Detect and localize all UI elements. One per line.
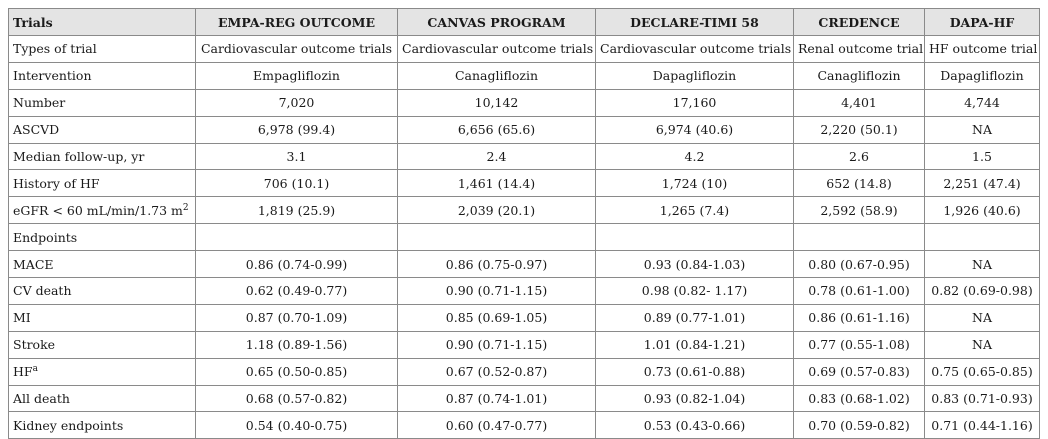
table-cell: 6,974 (40.6) [596,116,794,143]
table-row [9,385,1040,412]
table-cell: Canagliflozin [398,62,596,89]
row-label-text: eGFR < 60 mL/min/1.73 m [13,202,183,218]
table-cell: 0.60 (0.47-0.77) [398,412,596,439]
table-cell: 0.98 (0.82- 1.17) [596,278,794,305]
table-cell: 0.77 (0.55-1.08) [794,331,925,358]
table-cell: Cardiovascular outcome trials [596,36,794,63]
row-label [9,385,196,412]
table-cell: 0.80 (0.67-0.95) [794,251,925,278]
table-row [9,36,1040,63]
table-header [9,9,1040,36]
row-label [9,331,196,358]
table-cell: 0.93 (0.82-1.04) [596,385,794,412]
row-label-text: Endpoints [13,229,78,245]
row-label-text: Types of trial [13,41,97,57]
table-cell: 0.90 (0.71-1.15) [398,331,596,358]
row-label [9,358,196,385]
table-cell: 0.83 (0.68-1.02) [794,385,925,412]
table-cell: 0.85 (0.69-1.05) [398,304,596,331]
table-cell: 1,724 (10) [596,170,794,197]
table-row [9,278,1040,305]
table-cell: 0.82 (0.69-0.98) [925,278,1040,305]
row-label [9,143,196,170]
row-label [9,412,196,439]
row-label-text: Number [13,95,66,111]
table-cell: 1.01 (0.84-1.21) [596,331,794,358]
header-row [9,9,1040,36]
table-cell: 6,656 (65.6) [398,116,596,143]
table-cell: 2,251 (47.4) [925,170,1040,197]
row-label [9,251,196,278]
row-label-text: History of HF [13,175,100,191]
table-cell: 1,461 (14.4) [398,170,596,197]
table-cell: 0.86 (0.61-1.16) [794,304,925,331]
table-cell: 0.71 (0.44-1.16) [925,412,1040,439]
header-trials: Trials [9,9,196,36]
row-label [9,197,196,224]
row-label-text: HF [13,364,33,380]
row-label [9,224,196,251]
table-cell: 0.87 (0.70-1.09) [196,304,398,331]
table-cell: NA [925,116,1040,143]
table-row [9,197,1040,224]
row-label-text: Stroke [13,337,56,353]
table-cell: 1.5 [925,143,1040,170]
table-cell: 7,020 [196,89,398,116]
row-label-text: MI [13,310,31,326]
table-cell [398,224,596,251]
table-body [9,36,1040,439]
table-row [9,251,1040,278]
table-cell: 0.93 (0.84-1.03) [596,251,794,278]
table-cell: 0.86 (0.75-0.97) [398,251,596,278]
row-label-text: Kidney endpoints [13,417,124,433]
header-empa-reg: EMPA-REG OUTCOME [196,9,398,36]
row-label [9,62,196,89]
table-cell: 2.4 [398,143,596,170]
table-cell: 0.87 (0.74-1.01) [398,385,596,412]
table-cell: 0.86 (0.74-0.99) [196,251,398,278]
row-label-text: Median follow-up, yr [13,149,145,164]
table-cell: 2,220 (50.1) [794,116,925,143]
table-cell: 0.67 (0.52-0.87) [398,358,596,385]
table-cell: 2,592 (58.9) [794,197,925,224]
header-declare: DECLARE-TIMI 58 [596,9,794,36]
table-cell: Dapagliflozin [596,62,794,89]
table-row [9,170,1040,197]
table-cell [196,224,398,251]
table-cell: 0.78 (0.61-1.00) [794,278,925,305]
table-cell: 4,401 [794,89,925,116]
table-cell: 1,819 (25.9) [196,197,398,224]
table-cell: 0.65 (0.50-0.85) [196,358,398,385]
table-cell: 1.18 (0.89-1.56) [196,331,398,358]
table-cell: 3.1 [196,143,398,170]
table-cell [794,224,925,251]
row-label-text: All death [13,391,70,407]
table-cell: Cardiovascular outcome trials [196,36,398,63]
table-cell: 0.53 (0.43-0.66) [596,412,794,439]
table-row [9,89,1040,116]
table-cell: 652 (14.8) [794,170,925,197]
table-cell: 0.68 (0.57-0.82) [196,385,398,412]
row-label [9,116,196,143]
row-label [9,36,196,63]
table-cell: 2,039 (20.1) [398,197,596,224]
table-row [9,304,1040,331]
table-cell: 0.90 (0.71-1.15) [398,278,596,305]
header-dapa-hf: DAPA-HF [925,9,1040,36]
table-cell: Cardiovascular outcome trials [398,36,596,63]
table-cell: Dapagliflozin [925,62,1040,89]
table-cell [596,224,794,251]
table-cell: HF outcome trial [925,36,1040,63]
table-row [9,143,1040,170]
row-label-text: ASCVD [13,122,60,138]
table-cell: 6,978 (99.4) [196,116,398,143]
table-cell: 0.75 (0.65-0.85) [925,358,1040,385]
row-label-text: Intervention [13,68,92,84]
table-cell [925,224,1040,251]
table-row [9,412,1040,439]
table-cell: 1,926 (40.6) [925,197,1040,224]
table-cell: 0.69 (0.57-0.83) [794,358,925,385]
trials-table [8,8,1040,439]
table-cell: 10,142 [398,89,596,116]
row-label-text: CV death [13,283,72,299]
table-row [9,331,1040,358]
header-credence: CREDENCE [794,9,925,36]
table-cell: NA [925,251,1040,278]
table-cell: Renal outcome trial [794,36,925,63]
table-row [9,224,1040,251]
table-cell: 0.73 (0.61-0.88) [596,358,794,385]
table-cell: Canagliflozin [794,62,925,89]
table-cell: 4.2 [596,143,794,170]
table-cell: NA [925,331,1040,358]
row-label [9,278,196,305]
table-row [9,62,1040,89]
row-label-superscript: 2 [182,202,189,213]
table-cell: 1,265 (7.4) [596,197,794,224]
table-cell: NA [925,304,1040,331]
table-cell: 706 (10.1) [196,170,398,197]
table-cell: 17,160 [596,89,794,116]
row-label [9,89,196,116]
table-cell: Empagliflozin [196,62,398,89]
row-label-superscript: a [32,363,38,374]
table-cell: 0.70 (0.59-0.82) [794,412,925,439]
table-row [9,116,1040,143]
table-cell: 0.54 (0.40-0.75) [196,412,398,439]
table-row [9,358,1040,385]
table-cell: 2.6 [794,143,925,170]
header-canvas: CANVAS PROGRAM [398,9,596,36]
row-label [9,170,196,197]
table-cell: 4,744 [925,89,1040,116]
table-cell: 0.89 (0.77-1.01) [596,304,794,331]
row-label-text: MACE [13,256,54,272]
table-cell: 0.62 (0.49-0.77) [196,278,398,305]
row-label [9,304,196,331]
table-cell: 0.83 (0.71-0.93) [925,385,1040,412]
